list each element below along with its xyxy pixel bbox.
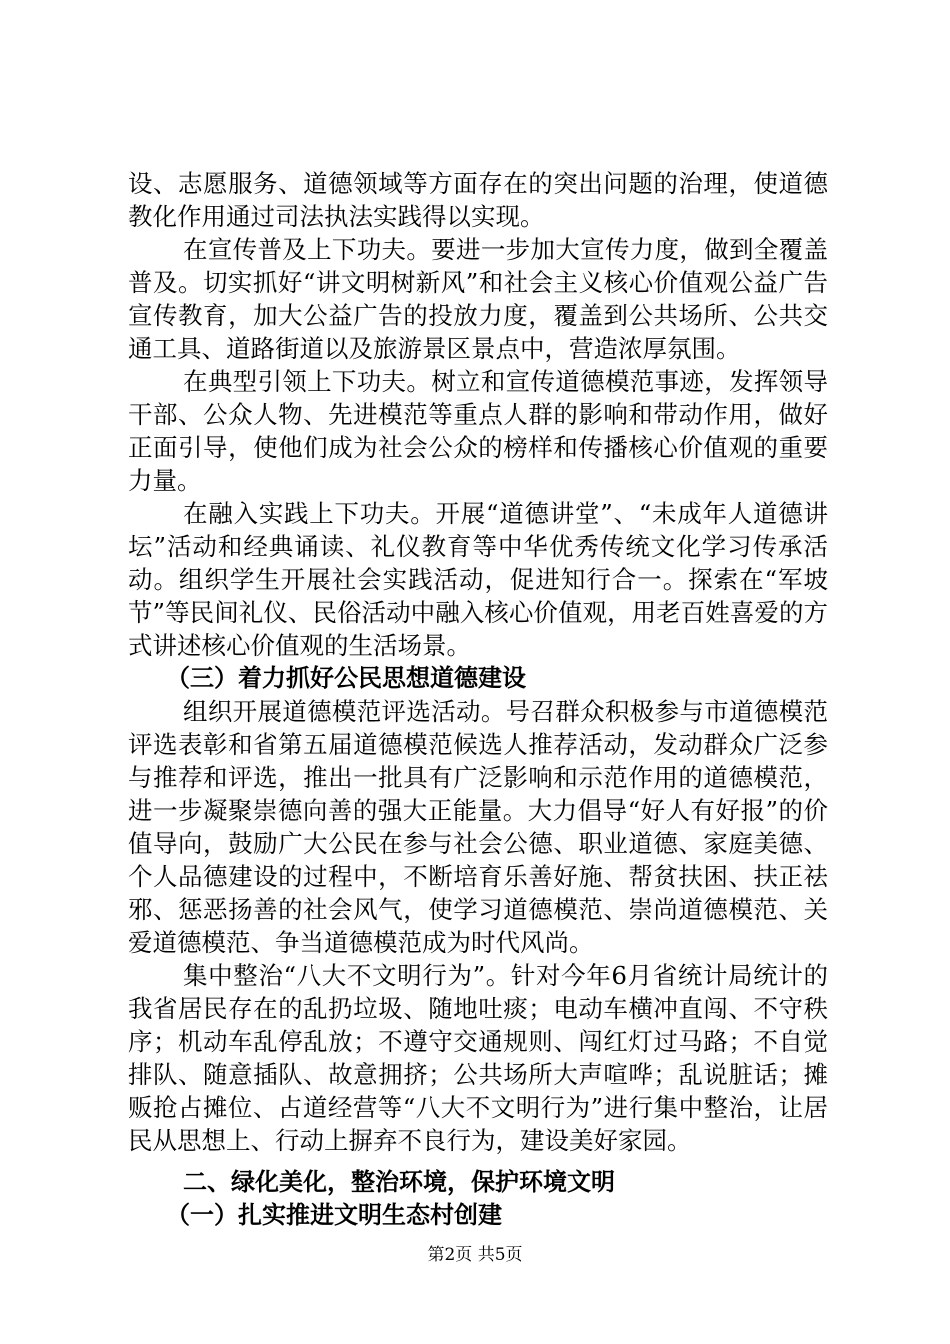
section-heading-3: （三）着力抓好公民思想道德建设 — [166, 664, 526, 692]
page-footer: 第2页 共5页 — [427, 1245, 523, 1265]
paragraph-uncivilized-behaviors: 集中整治“八大不文明行为”。针对今年6月省统计局统计的我省居民存在的乱扔垃圾、随地吐痰；电动车横冲直闯、不守秩序；机动车乱停乱放；不遵守交通规则、闯红灯过马路；不自觉排队、随意插队、故意拥挤；公共场所大声喧哗；乱说脏话；摊贩抢占摊位、占道经营等“八大不文明行为”进行集中整治，让居民从思想上、行动上摒弃不良行为，建设美好家园。 — [128, 961, 828, 1155]
paragraph-publicity: 在宣传普及上下功夫。要进一步加大宣传力度，做到全覆盖普及。切实抓好“讲文明树新风”和社会主义核心价值观公益广告宣传教育，加大公益广告的投放力度，覆盖到公共场所、公共交通工具、道路街道以及旅游景区景点中，营造浓厚氛围。 — [128, 235, 828, 363]
document-body — [128, 167, 828, 1232]
chapter-heading-2: 二、绿化美化，整治环境，保护环境文明 — [183, 1168, 615, 1196]
paragraph-practice: 在融入实践上下功夫。开展“道德讲堂”、“未成年人道德讲坛”活动和经典诵读、礼仪教育等中华优秀传统文化学习传承活动。组织学生开展社会实践活动，促进知行合一。探索在“军坡节”等民间礼仪、民俗活动中融入核心价值观，用老百姓喜爱的方式讲述核心价值观的生活场景。 — [128, 499, 828, 660]
section-heading-1: （一）扎实推进文明生态村创建 — [166, 1201, 502, 1229]
paragraph-moral-models: 组织开展道德模范评选活动。号召群众积极参与市道德模范评选表彰和省第五届道德模范候选人推荐活动，发动群众广泛参与推荐和评选，推出一批具有广泛影响和示范作用的道德模范，进一步凝聚崇德向善的强大正能量。大力倡导“好人有好报”的价值导向，鼓励广大公民在参与社会公德、职业道德、家庭美德、个人品德建设的过程中，不断培育乐善好施、帮贫扶困、扶正祛邪、惩恶扬善的社会风气，使学习道德模范、崇尚道德模范、关爱道德模范、争当道德模范成为时代风尚。 — [128, 697, 828, 957]
paragraph-continuation: 设、志愿服务、道德领域等方面存在的突出问题的治理，使道德教化作用通过司法执法实践得以实现。 — [128, 169, 828, 231]
paragraph-role-models: 在典型引领上下功夫。树立和宣传道德模范事迹，发挥领导干部、公众人物、先进模范等重点人群的影响和带动作用，做好正面引导，使他们成为社会公众的榜样和传播核心价值观的重要力量。 — [128, 367, 828, 495]
